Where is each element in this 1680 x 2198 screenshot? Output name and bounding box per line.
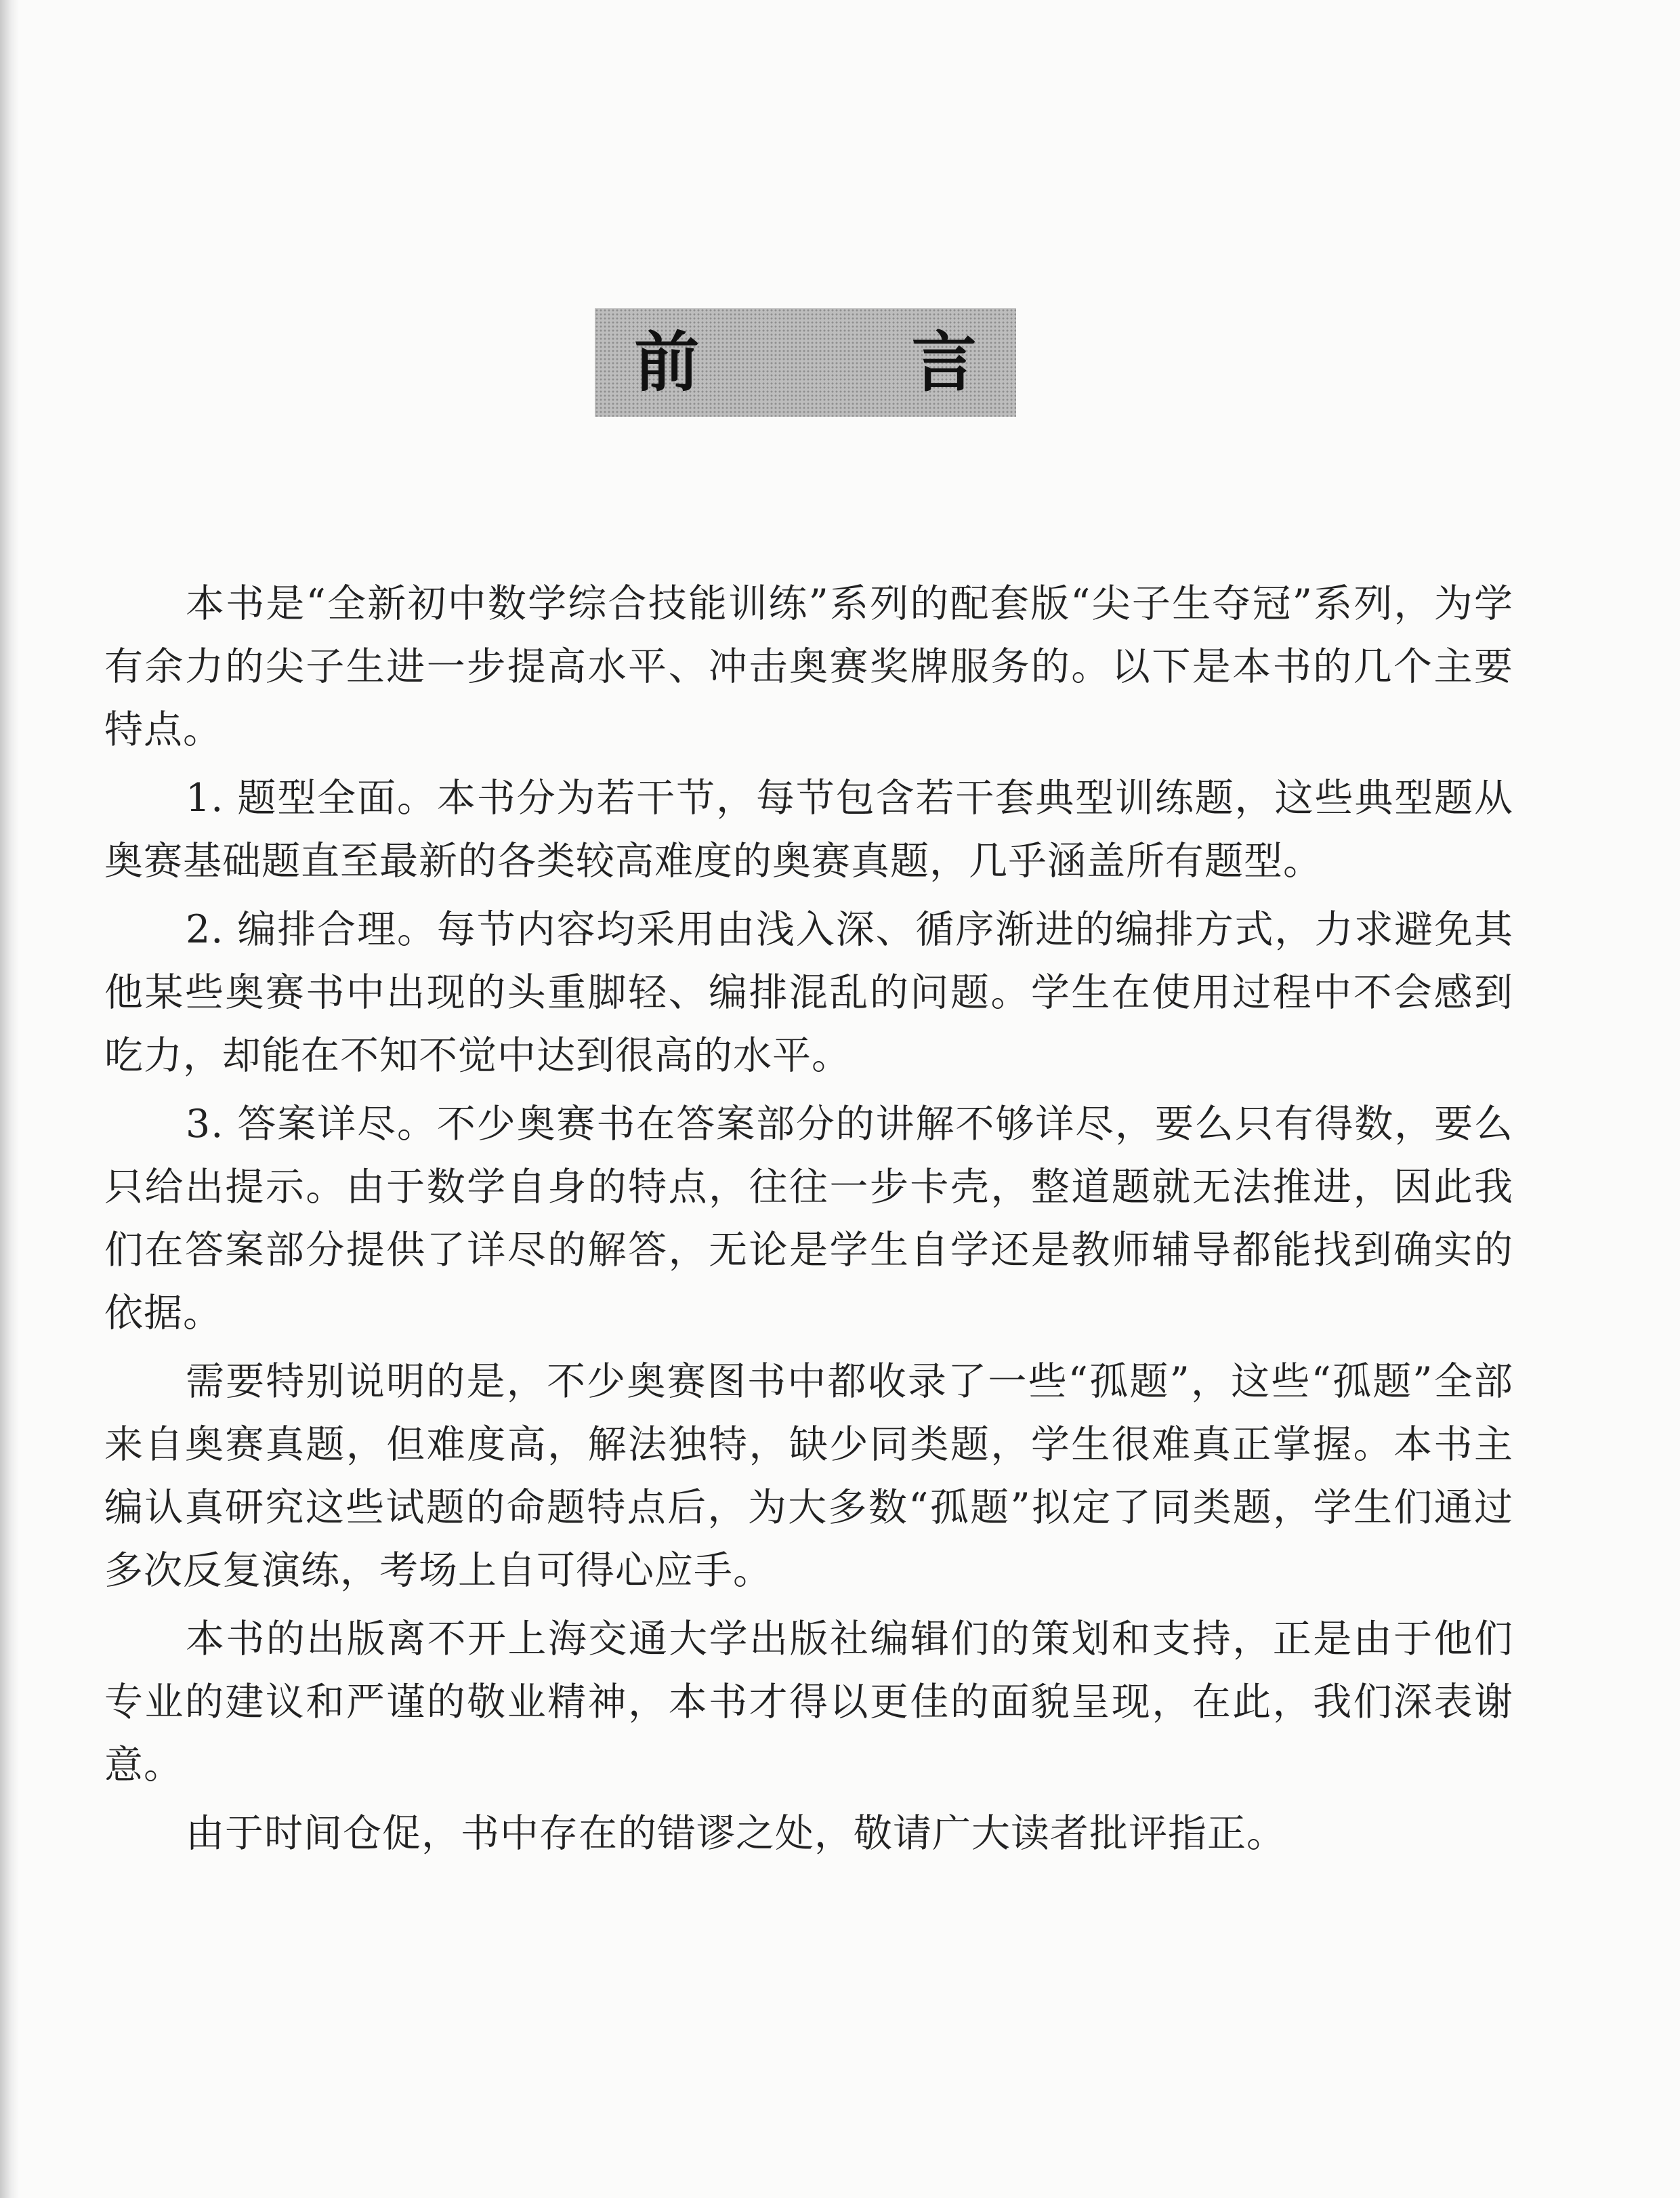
preface-heading-box [595, 308, 1072, 417]
paragraph-closing: 由于时间仓促，书中存在的错谬之处，敬请广大读者批评指正。 [186, 1811, 1286, 1856]
preface-heading: 前 言 [634, 324, 1072, 400]
paragraph-feature-1: 1. 题型全面。本书分为若干节，每节包含若干套典型训练题，这些典型题从奥赛基础题直至最新的各类较高难度的奥赛真题，几乎涵盖所有题型。 [104, 776, 1513, 884]
paragraph-acknowledgement: 本书的出版离不开上海交通大学出版社编辑们的策划和支持，正是由于他们专业的建议和严谨的敬业精神，本书才得以更佳的面貌呈现，在此，我们深表谢意。 [104, 1617, 1513, 1787]
paragraph-feature-3: 3. 答案详尽。不少奥赛书在答案部分的讲解不够详尽，要么只有得数，要么只给出提示。由于数学自身的特点，往往一步卡壳，整道题就无法推进，因此我们在答案部分提供了详尽的解答，无论是学生自学还是教师辅导都能找到确实的依据。 [104, 1102, 1513, 1335]
page-spine-shadow [0, 0, 19, 2198]
paragraph-special-note: 需要特别说明的是，不少奥赛图书中都收录了一些“孤题”，这些“孤题”全部来自奥赛真题，但难度高，解法独特，缺少同类题，学生很难真正掌握。本书主编认真研究这些试题的命题特点后，为大多数“孤题”拟定了同类题，学生们通过多次反复演练，考场上自可得心应手。 [104, 1359, 1513, 1593]
paragraph-feature-2: 2. 编排合理。每节内容均采用由浅入深、循序渐进的编排方式，力求避免其他某些奥赛书中出现的头重脚轻、编排混乱的问题。学生在使用过程中不会感到吃力，却能在不知不觉中达到很高的水平。 [104, 907, 1513, 1078]
preface-body [104, 573, 1513, 1865]
paragraph-intro: 本书是“全新初中数学综合技能训练”系列的配套版“尖子生夺冠”系列，为学有余力的尖子生进一步提高水平、冲击奥赛奖牌服务的。以下是本书的几个主要特点。 [104, 581, 1513, 752]
